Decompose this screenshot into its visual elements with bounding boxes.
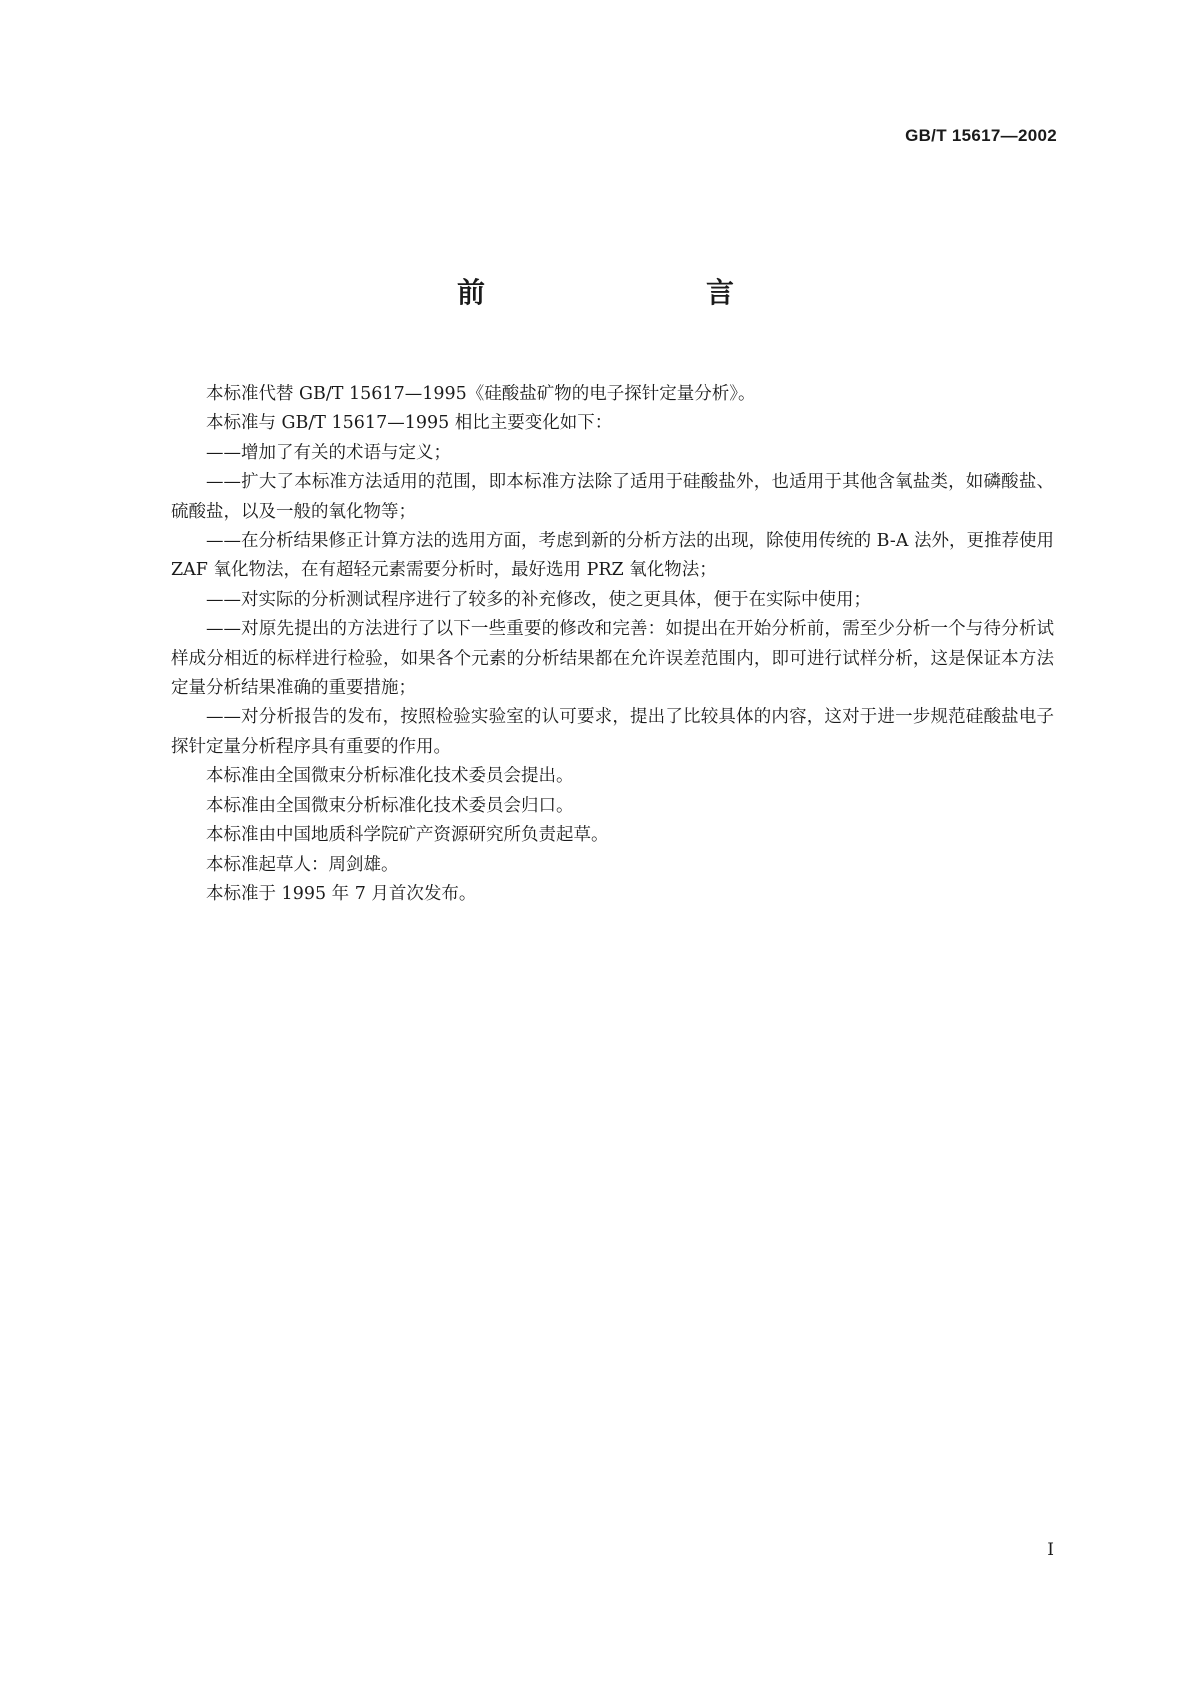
paragraph-proposed-by: 本标准由全国微束分析标准化技术委员会提出。 [206,766,574,787]
page-number: I [1047,1540,1054,1560]
paragraph-drafted-by: 本标准由中国地质科学院矿产资源研究所负责起草。 [206,825,609,846]
foreword-body [171,380,1054,909]
paragraph-drafter: 本标准起草人：周剑雄。 [206,854,399,875]
paragraph-replaces: 本标准代替 GB/T 15617—1995《硅酸盐矿物的电子探针定量分析》。 [206,384,756,404]
standard-code: GB/T 15617—2002 [905,126,1057,145]
paragraph-changes-intro: 本标准与 GB/T 15617—1995 相比主要变化如下： [206,413,613,434]
paragraph-change-correction: ——在分析结果修正计算方法的选用方面，考虑到新的分析方法的出现，除使用传统的 B-A 法外，更推荐使用 ZAF 氧化物法，在有超轻元素需要分析时，最好选用 PRZ 氧化物法； [171,531,1054,581]
paragraph-first-issued: 本标准于 1995 年 7 月首次发布。 [206,883,477,904]
paragraph-change-method: ——对原先提出的方法进行了以下一些重要的修改和完善：如提出在开始分析前，需至少分析一个与待分析试样成分相近的标样进行检验，如果各个元素的分析结果都在允许误差范围内，即可进行试样分析，这是保证本方法定量分析结果准确的重要措施； [171,619,1054,699]
paragraph-change-terms: ——增加了有关的术语与定义； [206,442,451,463]
paragraph-change-report: ——对分析报告的发布，按照检验实验室的认可要求，提出了比较具体的内容，这对于进一步规范硅酸盐电子探针定量分析程序具有重要的作用。 [171,707,1054,757]
paragraph-centralized-by: 本标准由全国微束分析标准化技术委员会归口。 [206,795,574,816]
paragraph-change-scope: ——扩大了本标准方法适用的范围，即本标准方法除了适用于硅酸盐外，也适用于其他含氧盐类，如磷酸盐、硫酸盐，以及一般的氧化物等； [171,472,1054,522]
paragraph-change-procedure: ——对实际的分析测试程序进行了较多的补充修改，使之更具体，便于在实际中使用； [206,589,871,610]
page-title: 前 言 [456,276,789,309]
